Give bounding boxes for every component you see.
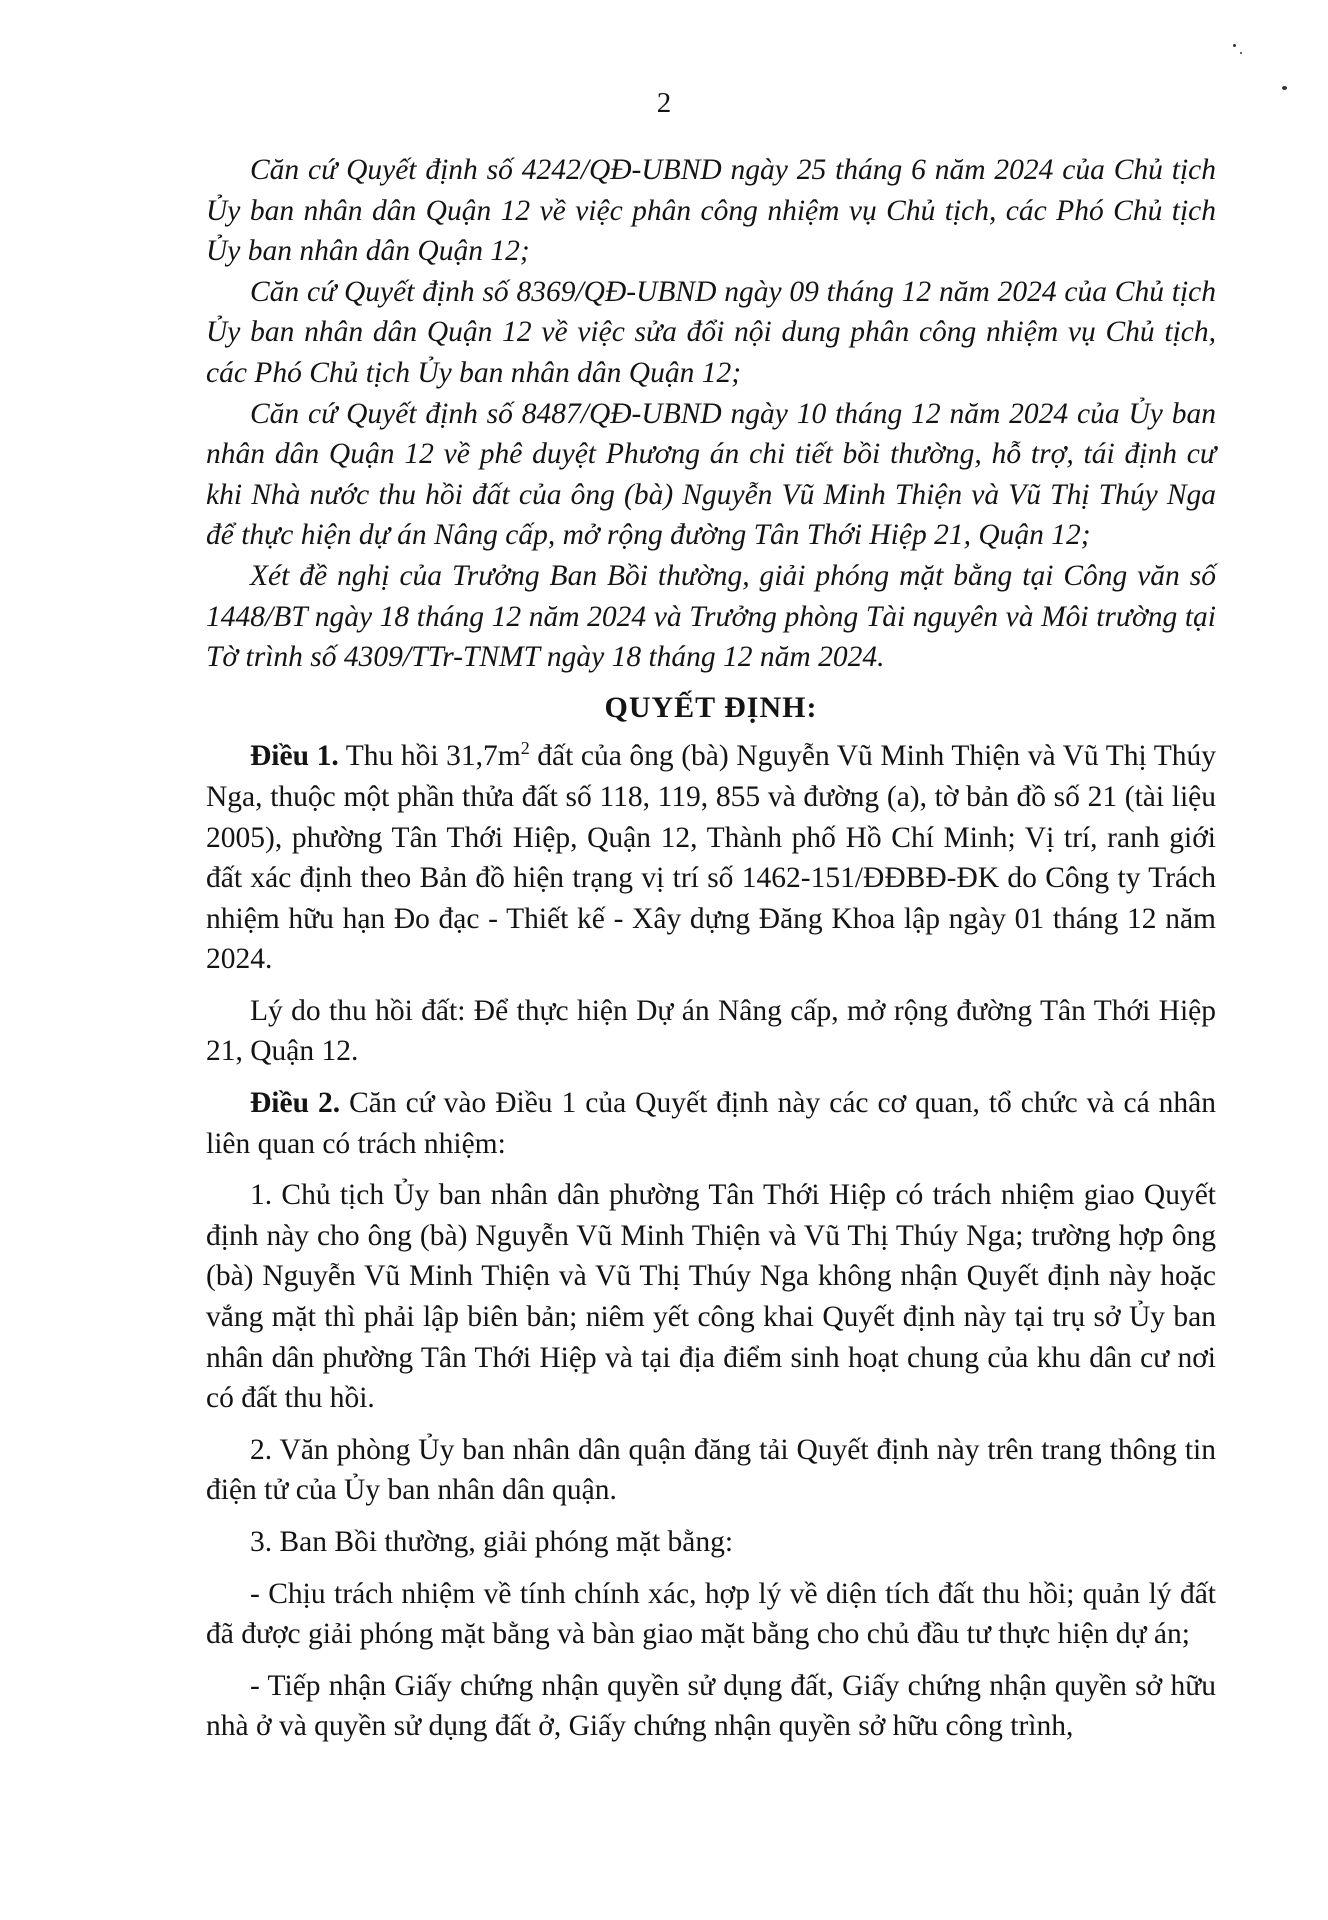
preamble-paragraph: Căn cứ Quyết định số 8487/QĐ-UBND ngày 10 tháng 12 năm 2024 của Ủy ban nhân dân Quận 12 về phê duyệt Phương án chi tiết bồi thường, hỗ trợ, tái định cư khi Nhà nước thu hồi đất của ông (bà) Nguyễn Vũ Minh Thiện và Vũ Thị Thúy Nga để thực hiện dự án Nâng cấp, mở rộng đường Tân Thới Hiệp 21, Quận 12; (206, 397, 1216, 552)
article-2-text: Căn cứ vào Điều 1 của Quyết định này các cơ quan, tổ chức và cá nhân liên quan có trách nhiệm: (206, 1087, 1216, 1160)
page-number: 2 (656, 87, 672, 119)
article-2-label: Điều 2. (250, 1087, 341, 1120)
scan-speck (1233, 44, 1236, 47)
article-2 (206, 1083, 1216, 1164)
list-item: 1. Chủ tịch Ủy ban nhân dân phường Tân Thới Hiệp có trách nhiệm giao Quyết định này cho ông (bà) Nguyễn Vũ Minh Thiện và Vũ Thị Thúy Nga; trường hợp ông (bà) Nguyễn Vũ Minh Thiện và Vũ Thị Thúy Nga không nhận Quyết định này hoặc vắng mặt thì phải lập biên bản; niêm yết công khai Quyết định này tại trụ sở Ủy ban nhân dân phường Tân Thới Hiệp và tại địa điểm sinh hoạt chung của khu dân cư nơi có đất thu hồi. (206, 1179, 1216, 1415)
preamble-paragraph: Căn cứ Quyết định số 4242/QĐ-UBND ngày 25 tháng 6 năm 2024 của Chủ tịch Ủy ban nhân dân Quận 12 về việc phân công nhiệm vụ Chủ tịch, các Phó Chủ tịch Ủy ban nhân dân Quận 12; (206, 154, 1216, 268)
area-unit-superscript: 2 (520, 738, 530, 759)
decision-title: QUYẾT ĐỊNH: (604, 690, 818, 724)
scan-speck (1240, 52, 1242, 54)
list-item: - Chịu trách nhiệm về tính chính xác, hợp lý về diện tích đất thu hồi; quản lý đất đã được giải phóng mặt bằng và bàn giao mặt bằng cho chủ đầu tư thực hiện dự án; (206, 1577, 1216, 1651)
list-item: 3. Ban Bồi thường, giải phóng mặt bằng: (250, 1526, 734, 1558)
list-item: 2. Văn phòng Ủy ban nhân dân quận đăng tải Quyết định này trên trang thông tin điện tử của Ủy ban nhân dân quận. (206, 1433, 1216, 1507)
article-1 (206, 736, 1216, 980)
article-1-text: đất của ông (bà) Nguyễn Vũ Minh Thiện và Vũ Thị Thúy Nga, thuộc một phần thửa đất số 118, 119, 855 và đường (a), tờ bản đồ số 21 (tài liệu 2005), phường Tân Thới Hiệp, Quận 12, Thành phố Hồ Chí Minh; Vị trí, ranh giới đất xác định theo Bản đồ hiện trạng vị trí số 1462-151/ĐĐBĐ-ĐK do Công ty Trách nhiệm hữu hạn Đo đạc - Thiết kế - Xây dựng Đăng Khoa lập ngày 01 tháng 12 năm 2024. (206, 740, 1217, 976)
reason-paragraph: Lý do thu hồi đất: Để thực hiện Dự án Nâng cấp, mở rộng đường Tân Thới Hiệp 21, Quận 12. (206, 994, 1216, 1068)
article-1-label: Điều 1. (250, 740, 339, 773)
preamble-paragraph: Căn cứ Quyết định số 8369/QĐ-UBND ngày 09 tháng 12 năm 2024 của Chủ tịch Ủy ban nhân dân Quận 12 về việc sửa đổi nội dung phân công nhiệm vụ Chủ tịch, các Phó Chủ tịch Ủy ban nhân dân Quận 12; (206, 275, 1216, 389)
preamble (206, 150, 1216, 678)
preamble-paragraph: Xét đề nghị của Trưởng Ban Bồi thường, giải phóng mặt bằng tại Công văn số 1448/BT ngày 18 tháng 12 năm 2024 và Trưởng phòng Tài nguyên và Môi trường tại Tờ trình số 4309/TTr-TNMT ngày 18 tháng 12 năm 2024. (206, 559, 1216, 674)
list-item: - Tiếp nhận Giấy chứng nhận quyền sử dụng đất, Giấy chứng nhận quyền sở hữu nhà ở và quyền sử dụng đất ở, Giấy chứng nhận quyền sở hữu công trình, (206, 1669, 1216, 1743)
document-body (206, 150, 1216, 1747)
article-1-text: Thu hồi 31,7m (338, 740, 521, 773)
